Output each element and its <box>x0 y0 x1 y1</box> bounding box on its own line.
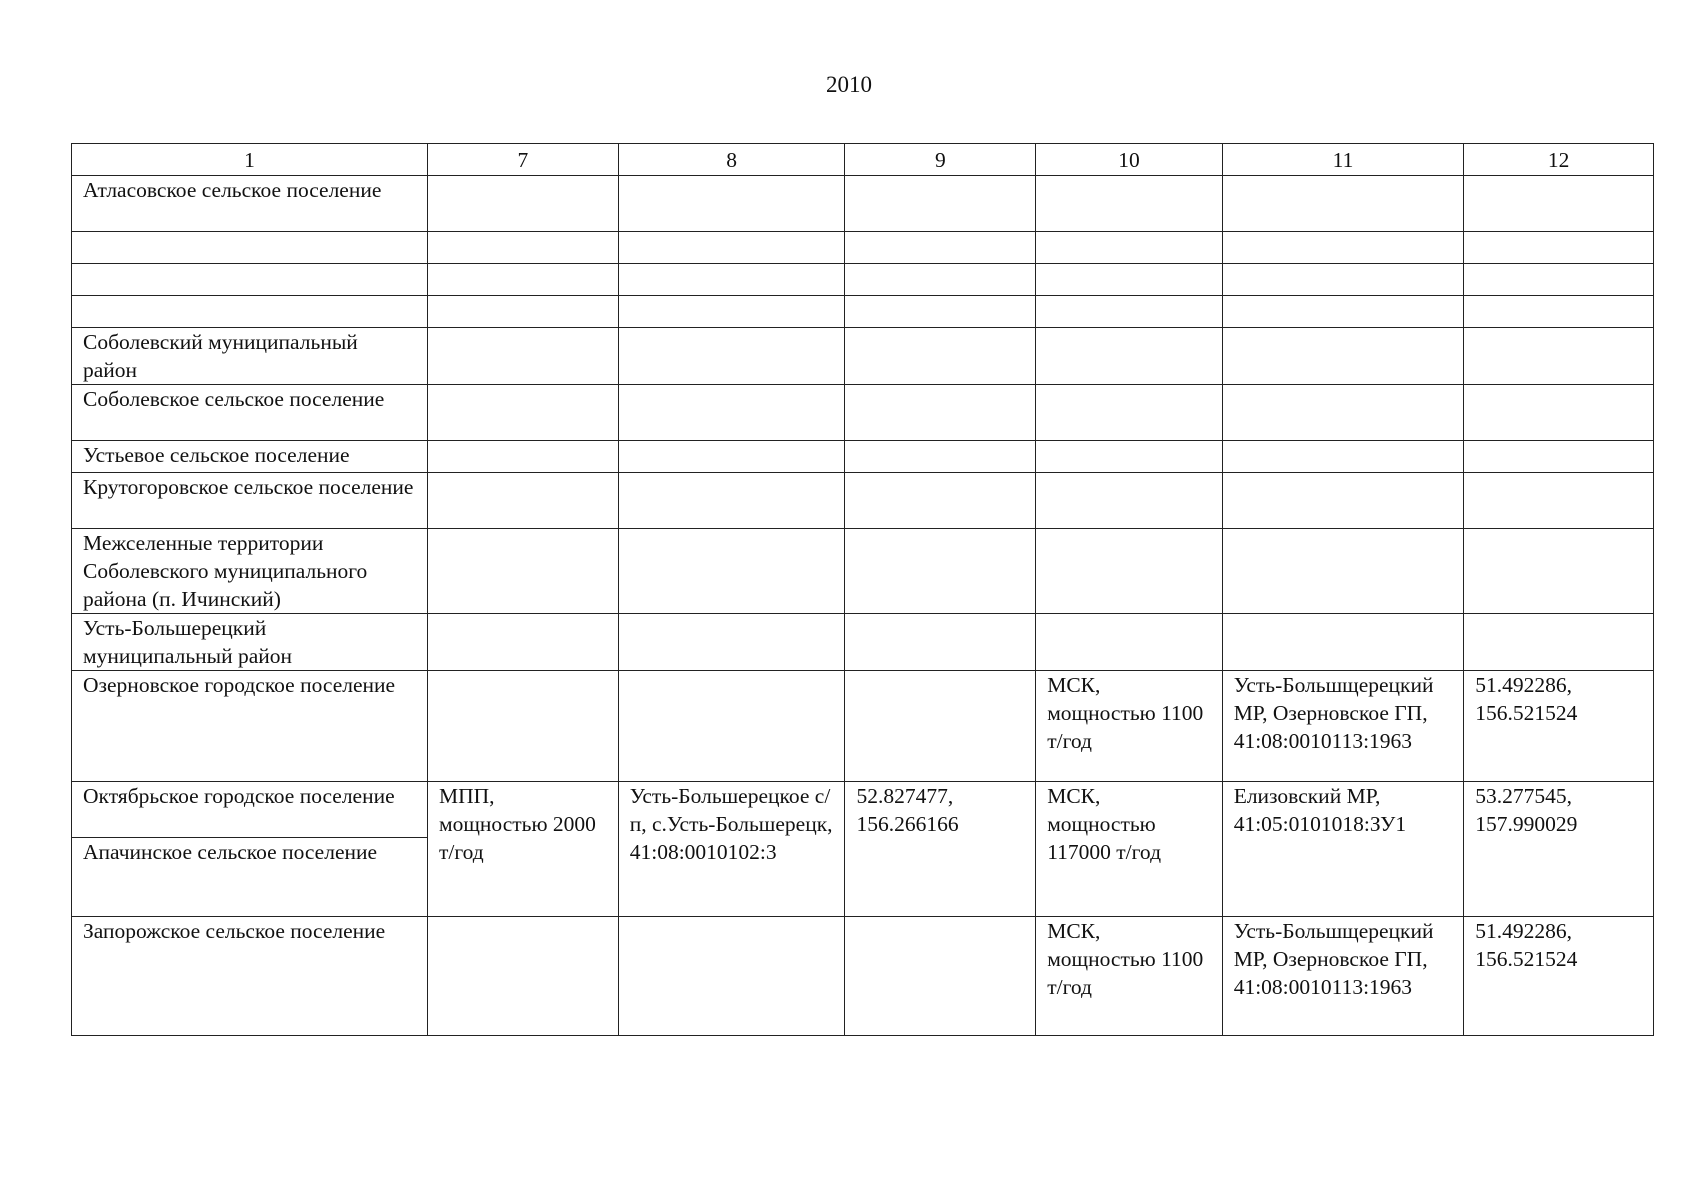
row-label: Соболевский муниципальный район <box>72 328 428 385</box>
table-cell <box>428 232 619 264</box>
table-cell <box>1222 264 1464 296</box>
table-cell <box>845 385 1036 441</box>
table-cell <box>845 671 1036 782</box>
table-cell <box>1464 385 1654 441</box>
table-row <box>72 917 1654 1036</box>
table-row-empty <box>72 296 1654 328</box>
data-table <box>71 143 1654 1036</box>
table-cell: 51.492286, 156.521524 <box>1464 917 1654 1036</box>
table-cell <box>1464 473 1654 529</box>
row-label: Усть-Большерецкий муниципальный район <box>72 614 428 671</box>
table-cell <box>845 296 1036 328</box>
table-cell <box>845 232 1036 264</box>
table-row <box>72 328 1654 385</box>
table-cell <box>1464 328 1654 385</box>
table-cell <box>1036 385 1222 441</box>
table-cell <box>1036 614 1222 671</box>
row-label: Октябрьское городское поселение <box>72 782 428 838</box>
table-cell <box>618 441 845 473</box>
table-cell <box>845 328 1036 385</box>
table-cell <box>1036 529 1222 614</box>
table-cell <box>72 232 428 264</box>
table-cell <box>1464 264 1654 296</box>
table-cell <box>428 296 619 328</box>
table-cell <box>1464 614 1654 671</box>
table-cell <box>1222 614 1464 671</box>
table-cell <box>618 385 845 441</box>
table-row <box>72 529 1654 614</box>
table-cell <box>618 296 845 328</box>
table-cell <box>1464 232 1654 264</box>
table-cell <box>1036 296 1222 328</box>
row-label: Атласовское сельское поселение <box>72 176 428 232</box>
table-cell: 53.277545, 157.990029 <box>1464 782 1654 917</box>
row-label: Крутогоровское сельское поселение <box>72 473 428 529</box>
table-cell: МСК, мощностью 1100 т/год <box>1036 917 1222 1036</box>
table-cell: МПП, мощностью 2000 т/год <box>428 782 619 917</box>
table-cell <box>618 328 845 385</box>
table-cell <box>1464 296 1654 328</box>
table-cell <box>428 473 619 529</box>
table-cell: Усть-Большщерецкий МР, Озерновское ГП, 41:08:0010113:1963 <box>1222 671 1464 782</box>
table-cell <box>1222 529 1464 614</box>
table-row <box>72 614 1654 671</box>
table-cell <box>1222 176 1464 232</box>
row-label: Соболевское сельское поселение <box>72 385 428 441</box>
table-cell <box>618 671 845 782</box>
table-cell <box>72 296 428 328</box>
row-label: Апачинское сельское поселение <box>72 838 428 917</box>
table-cell: МСК, мощностью 1100 т/год <box>1036 671 1222 782</box>
table-cell <box>428 176 619 232</box>
table-cell <box>428 671 619 782</box>
table-cell: 52.827477, 156.266166 <box>845 782 1036 917</box>
table-row <box>72 473 1654 529</box>
column-header: 1 <box>72 144 428 176</box>
row-label: Межселенные территории Соболевского муниципального района (п. Ичинский) <box>72 529 428 614</box>
table-cell <box>1464 529 1654 614</box>
column-header: 9 <box>845 144 1036 176</box>
table-cell <box>845 176 1036 232</box>
table-cell <box>618 176 845 232</box>
table-cell <box>618 529 845 614</box>
table-cell <box>845 614 1036 671</box>
table-row-empty <box>72 232 1654 264</box>
column-header: 11 <box>1222 144 1464 176</box>
table-cell: Елизовский МР, 41:05:0101018:ЗУ1 <box>1222 782 1464 917</box>
column-header: 12 <box>1464 144 1654 176</box>
table-row-empty <box>72 264 1654 296</box>
table-row <box>72 385 1654 441</box>
table-cell <box>1464 441 1654 473</box>
table-cell <box>428 441 619 473</box>
table-cell <box>428 264 619 296</box>
table-row <box>72 176 1654 232</box>
table-cell <box>428 614 619 671</box>
table-cell: 51.492286, 156.521524 <box>1464 671 1654 782</box>
table-cell <box>845 441 1036 473</box>
table-cell <box>845 473 1036 529</box>
table-cell <box>1222 441 1464 473</box>
table-cell <box>618 614 845 671</box>
table-cell: Усть-Большерецкое с/п, с.Усть-Большерецк, 41:08:0010102:3 <box>618 782 845 917</box>
table-cell <box>618 917 845 1036</box>
table-cell <box>1222 385 1464 441</box>
table-cell <box>1222 296 1464 328</box>
table-cell: МСК, мощностью 117000 т/год <box>1036 782 1222 917</box>
column-header: 7 <box>428 144 619 176</box>
table-cell <box>1036 473 1222 529</box>
table-cell: Усть-Большщерецкий МР, Озерновское ГП, 41:08:0010113:1963 <box>1222 917 1464 1036</box>
table-cell <box>1036 232 1222 264</box>
table-cell <box>1036 441 1222 473</box>
table-cell <box>428 917 619 1036</box>
table-cell <box>1036 328 1222 385</box>
column-header: 8 <box>618 144 845 176</box>
table-row <box>72 441 1654 473</box>
table-cell <box>428 529 619 614</box>
table-cell <box>1222 473 1464 529</box>
table-cell <box>618 473 845 529</box>
table-cell <box>428 328 619 385</box>
table-cell <box>845 529 1036 614</box>
table-cell <box>72 264 428 296</box>
table-cell <box>1464 176 1654 232</box>
table-cell <box>845 264 1036 296</box>
table-cell <box>1222 232 1464 264</box>
table-cell <box>618 232 845 264</box>
page-number: 2010 <box>826 72 872 97</box>
table-cell <box>618 264 845 296</box>
table-cell <box>1222 328 1464 385</box>
table-cell <box>1036 176 1222 232</box>
table-cell <box>845 917 1036 1036</box>
header-row <box>72 144 1654 176</box>
row-label: Озерновское городское поселение <box>72 671 428 782</box>
row-label: Запорожское сельское поселение <box>72 917 428 1036</box>
table-row <box>72 671 1654 782</box>
column-header: 10 <box>1036 144 1222 176</box>
table-row <box>72 782 1654 838</box>
table-cell <box>1036 264 1222 296</box>
table-cell <box>428 385 619 441</box>
row-label: Устьевое сельское поселение <box>72 441 428 473</box>
